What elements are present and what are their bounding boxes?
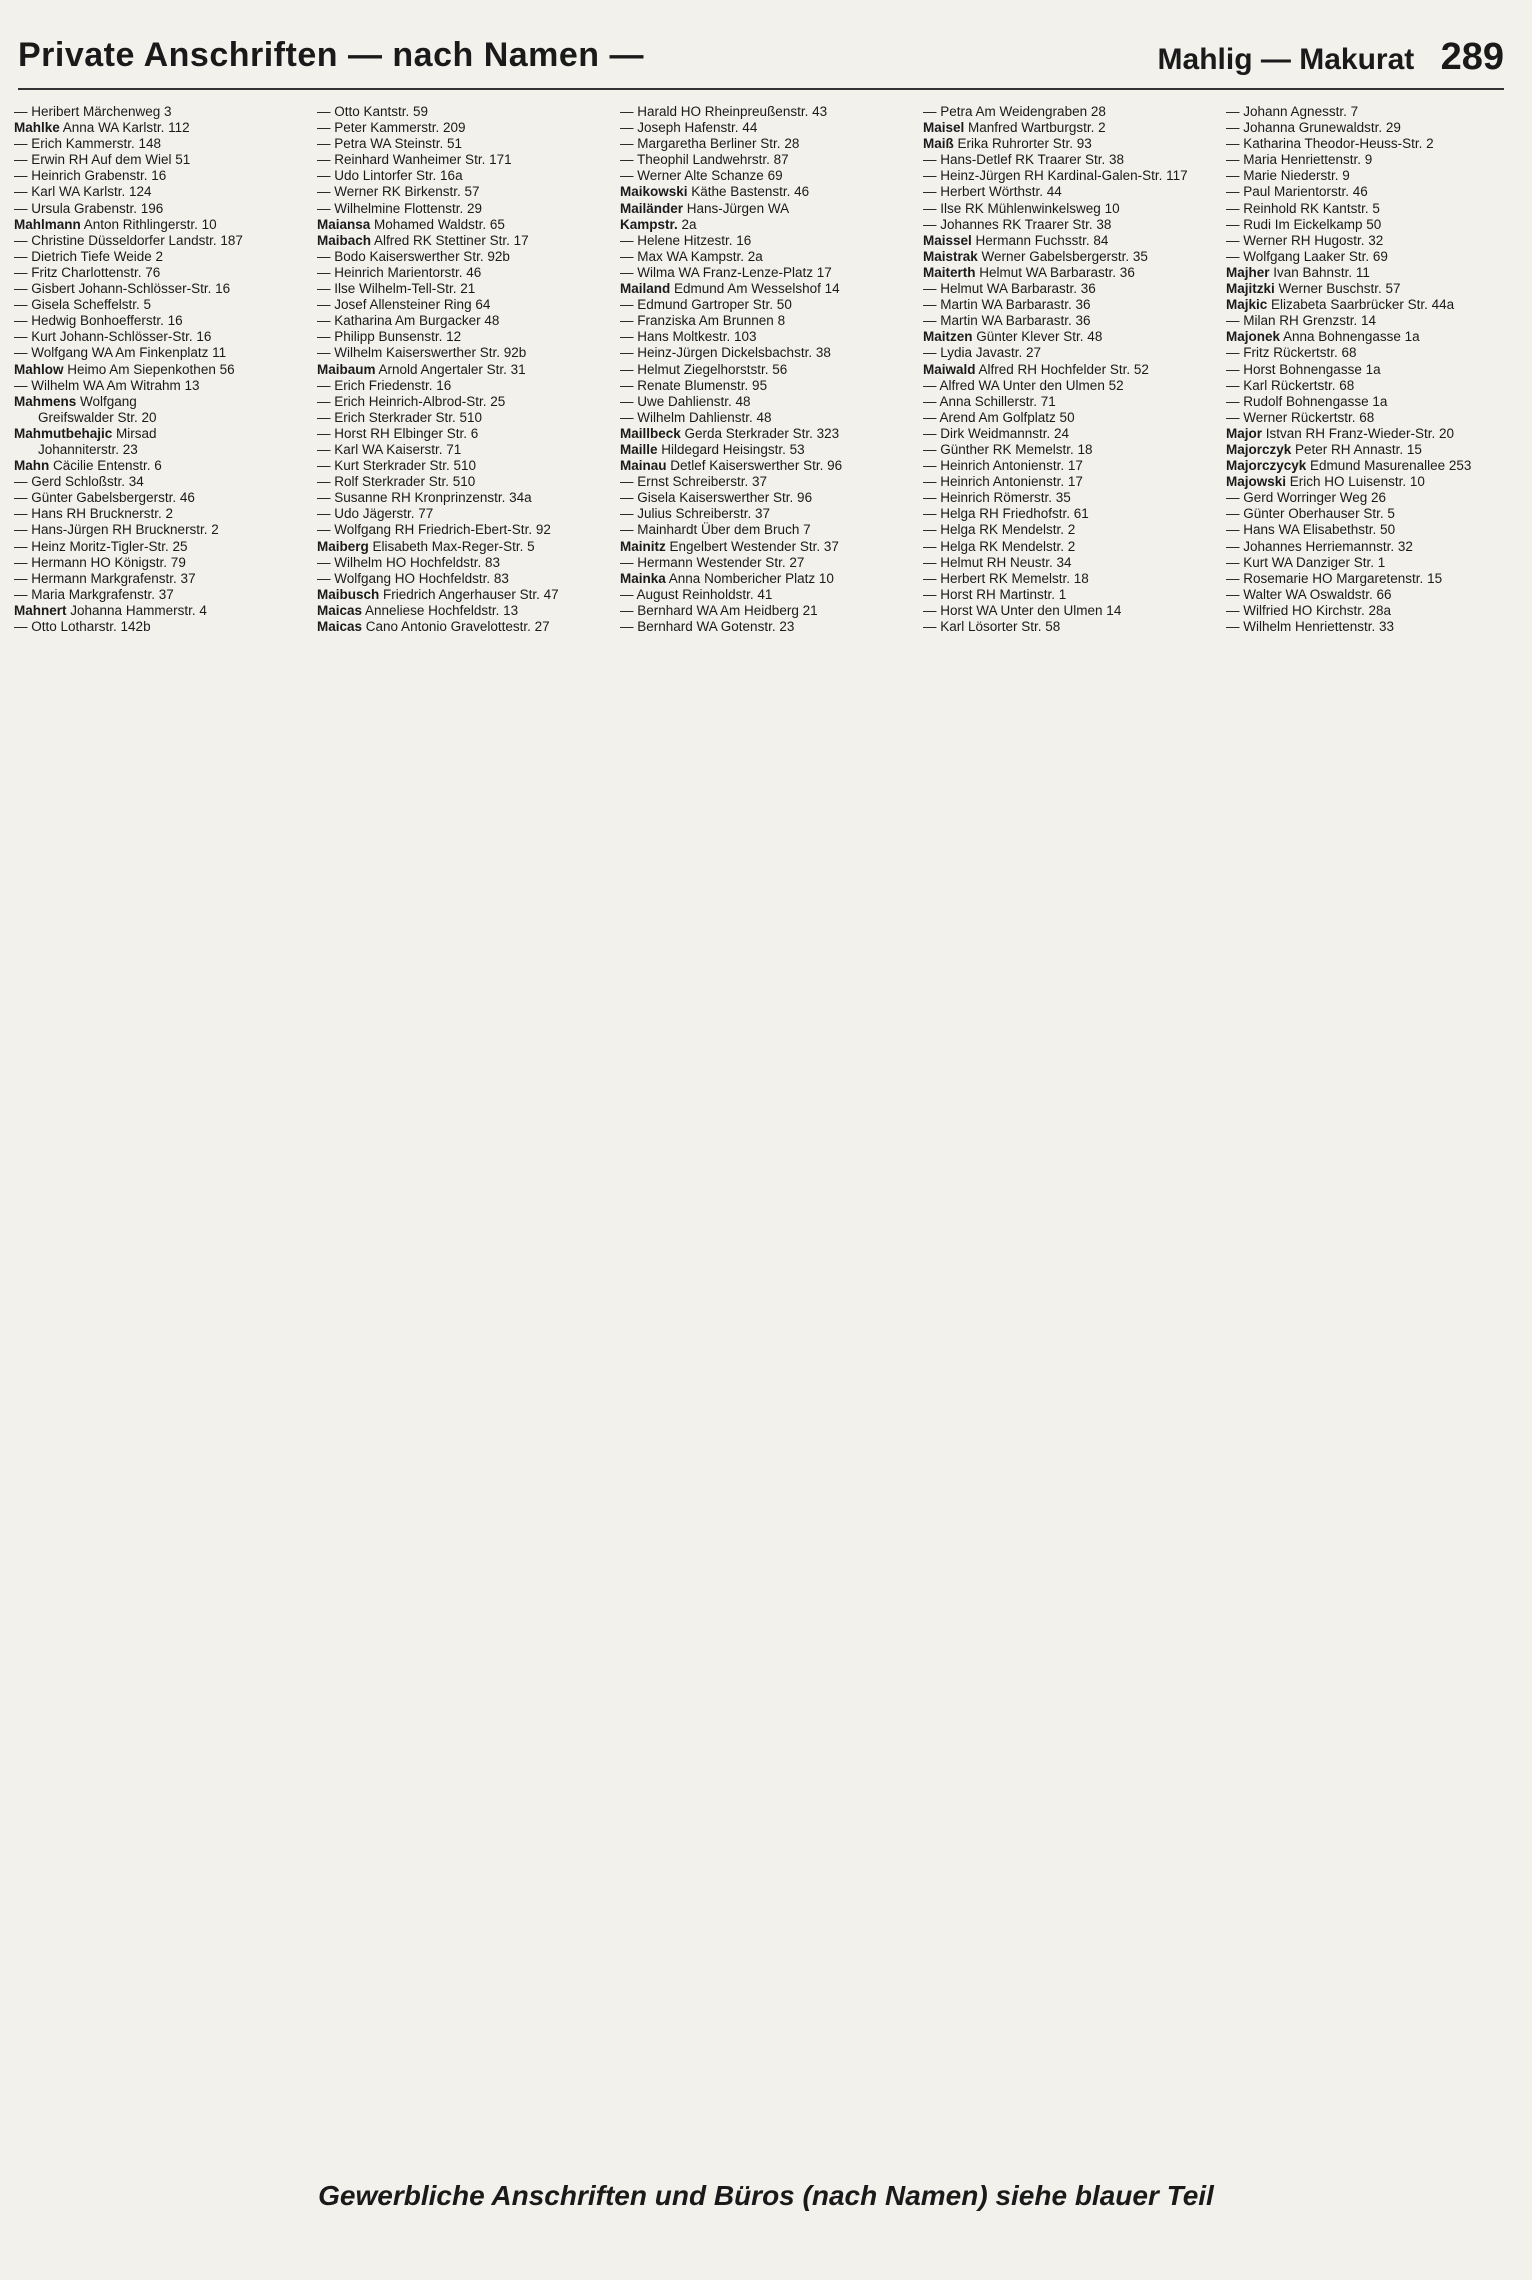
- directory-entry: — Arend Am Golfplatz 50: [923, 409, 1075, 425]
- directory-entry: — Maria Henriettenstr. 9: [1226, 152, 1373, 168]
- directory-entry: — Dirk Weidmannstr. 24: [923, 425, 1070, 441]
- directory-entry: — Erwin RH Auf dem Wiel 51: [14, 152, 191, 168]
- directory-columns: [14, 104, 1514, 2144]
- directory-entry: — Hermann Markgrafenstr. 37: [14, 570, 196, 586]
- directory-entry: — Martin WA Barbarastr. 36: [923, 297, 1091, 313]
- directory-entry: Maistrak Werner Gabelsbergerstr. 35: [923, 248, 1148, 264]
- directory-entry: — Otto Kantstr. 59: [317, 104, 429, 119]
- directory-entry: — Heinrich Marientorstr. 46: [317, 264, 482, 280]
- directory-entry: Maillbeck Gerda Sterkrader Str. 323: [620, 425, 840, 441]
- directory-entry: — Karl Rückertstr. 68: [1226, 377, 1355, 393]
- directory-entry: — Christine Düsseldorfer Landstr. 187: [14, 232, 243, 248]
- directory-entry: — Karl Lösorter Str. 58: [923, 619, 1061, 634]
- directory-entry: Mahlke Anna WA Karlstr. 112: [14, 120, 190, 136]
- directory-entry: — Dietrich Tiefe Weide 2: [14, 248, 164, 264]
- directory-entry: — Theophil Landwehrstr. 87: [620, 152, 789, 168]
- directory-entry: — Margaretha Berliner Str. 28: [620, 136, 800, 152]
- directory-entry: — Kurt Johann-Schlösser-Str. 16: [14, 329, 212, 345]
- directory-entry: — Helmut Ziegelhorststr. 56: [620, 361, 788, 377]
- directory-entry: Majitzki Werner Buschstr. 57: [1226, 281, 1401, 297]
- directory-entry: — Kurt Sterkrader Str. 510: [317, 458, 477, 474]
- directory-entry: Majorczyk Peter RH Annastr. 15: [1226, 441, 1422, 457]
- directory-entry: — Paul Marientorstr. 46: [1226, 184, 1368, 200]
- directory-entry: — Rudolf Bohnengasse 1a: [1226, 393, 1388, 409]
- directory-entry: — Ilse Wilhelm-Tell-Str. 21: [317, 281, 476, 297]
- directory-entry: Maibusch Friedrich Angerhauser Str. 47: [317, 586, 559, 602]
- directory-entry: Major Istvan RH Franz-Wieder-Str. 20: [1226, 425, 1455, 441]
- directory-entry: Maicas Cano Antonio Gravelottestr. 27: [317, 619, 550, 634]
- directory-entry: — Helga RK Mendelstr. 2: [923, 522, 1076, 538]
- directory-entry: — Gisela Scheffelstr. 5: [14, 297, 152, 313]
- directory-entry: — Günter Oberhauser Str. 5: [1226, 506, 1395, 522]
- directory-entry: — Gerd Schloßstr. 34: [14, 474, 144, 490]
- directory-entry: — Hans RH Brucknerstr. 2: [14, 506, 174, 522]
- directory-entry: — Hans Moltkestr. 103: [620, 329, 757, 345]
- directory-entry: — Rudi Im Eickelkamp 50: [1226, 216, 1382, 232]
- directory-entry: — Uwe Dahlienstr. 48: [620, 393, 751, 409]
- directory-entry: — Helmut WA Barbarastr. 36: [923, 281, 1096, 297]
- directory-entry: — Heinz Moritz-Tigler-Str. 25: [14, 538, 188, 554]
- directory-entry: Maitzen Günter Klever Str. 48: [923, 329, 1103, 345]
- section-title: Private Anschriften — nach Namen —: [18, 36, 645, 74]
- directory-entry: — Fritz Rückertstr. 68: [1226, 345, 1357, 361]
- header-rule: [18, 88, 1504, 90]
- directory-entry: Maicas Anneliese Hochfeldstr. 13: [317, 602, 519, 618]
- directory-entry: — Wilma WA Franz-Lenze-Platz 17: [620, 264, 832, 280]
- directory-entry: — Günther RK Memelstr. 18: [923, 441, 1093, 457]
- directory-entry: — Heinz-Jürgen RH Kardinal-Galen-Str. 117: [923, 168, 1188, 184]
- directory-entry: Majonek Anna Bohnengasse 1a: [1226, 329, 1420, 345]
- directory-entry: Maille Hildegard Heisingstr. 53: [620, 441, 805, 457]
- directory-entry: — Rosemarie HO Margaretenstr. 15: [1226, 570, 1443, 586]
- directory-entry: — Josef Allensteiner Ring 64: [317, 297, 491, 313]
- directory-entry: Maiterth Helmut WA Barbarastr. 36: [923, 264, 1135, 280]
- directory-entry: — Edmund Gartroper Str. 50: [620, 297, 792, 313]
- directory-entry: — Werner RK Birkenstr. 57: [317, 184, 480, 200]
- directory-entry: — Bernhard WA Am Heidberg 21: [620, 602, 818, 618]
- directory-entry: — Heinrich Römerstr. 35: [923, 490, 1071, 506]
- directory-entry: Maikowski Käthe Bastenstr. 46: [620, 184, 810, 200]
- footer-note: Gewerbliche Anschriften und Büros (nach Namen) siehe blauer Teil: [318, 2180, 1214, 2211]
- directory-entry: — Wolfgang HO Hochfeldstr. 83: [317, 570, 509, 586]
- directory-entry: Mainau Detlef Kaiserswerther Str. 96: [620, 458, 843, 474]
- directory-entry: Maisel Manfred Wartburgstr. 2: [923, 120, 1106, 136]
- directory-entry: Mainka Anna Nombericher Platz 10: [620, 570, 834, 586]
- column-1: [14, 104, 304, 635]
- directory-entry: — Bernhard WA Gotenstr. 23: [620, 619, 795, 634]
- directory-entry: — Erich Sterkrader Str. 510: [317, 409, 483, 425]
- directory-entry: — Anna Schillerstr. 71: [923, 393, 1056, 409]
- directory-entry: Mahmutbehajic Mirsad: [14, 425, 157, 441]
- directory-entry: — Günter Gabelsbergerstr. 46: [14, 490, 195, 506]
- column-3: [620, 104, 910, 635]
- directory-entry: Maibaum Arnold Angertaler Str. 31: [317, 361, 526, 377]
- directory-entry: — Martin WA Barbarastr. 36: [923, 313, 1091, 329]
- directory-entry: — Johannes Herriemannstr. 32: [1226, 538, 1413, 554]
- directory-entry: — Susanne RH Kronprinzenstr. 34a: [317, 490, 532, 506]
- directory-entry: — Udo Lintorfer Str. 16a: [317, 168, 463, 184]
- directory-entry: — Wilfried HO Kirchstr. 28a: [1226, 602, 1392, 618]
- directory-entry: Majorczycyk Edmund Masurenallee 253: [1226, 458, 1472, 474]
- directory-entry: — Werner RH Hugostr. 32: [1226, 232, 1384, 248]
- directory-entry: — Horst RH Martinstr. 1: [923, 586, 1067, 602]
- directory-entry: Mahlow Heimo Am Siepenkothen 56: [14, 361, 235, 377]
- directory-entry: — Heinrich Antonienstr. 17: [923, 474, 1083, 490]
- directory-entry: — Helga RH Friedhofstr. 61: [923, 506, 1089, 522]
- name-range: [1158, 36, 1504, 79]
- directory-entry: — Ilse RK Mühlenwinkelsweg 10: [923, 200, 1120, 216]
- directory-entry: Mailand Edmund Am Wesselshof 14: [620, 281, 840, 297]
- directory-entry: — Udo Jägerstr. 77: [317, 506, 434, 522]
- directory-entry: — Bodo Kaiserswerther Str. 92b: [317, 248, 510, 264]
- directory-entry: — Hermann HO Königstr. 79: [14, 554, 186, 570]
- directory-entry: — Petra Am Weidengraben 28: [923, 104, 1106, 119]
- directory-entry: Mahn Cäcilie Entenstr. 6: [14, 458, 162, 474]
- directory-entry: — Horst WA Unter den Ulmen 14: [923, 602, 1122, 618]
- directory-entry: — Johanna Grunewaldstr. 29: [1226, 120, 1401, 136]
- directory-entry: — Gerd Worringer Weg 26: [1226, 490, 1387, 506]
- directory-entry: — Milan RH Grenzstr. 14: [1226, 313, 1377, 329]
- directory-entry: — Heribert Märchenweg 3: [14, 104, 172, 119]
- directory-entry: — Katharina Am Burgacker 48: [317, 313, 500, 329]
- directory-entry: — Heinz-Jürgen Dickelsbachstr. 38: [620, 345, 831, 361]
- directory-entry: — Rolf Sterkrader Str. 510: [317, 474, 476, 490]
- directory-entry: — Erich Heinrich-Albrod-Str. 25: [317, 393, 506, 409]
- directory-entry: — Heinrich Antonienstr. 17: [923, 458, 1083, 474]
- directory-entry: Majowski Erich HO Luisenstr. 10: [1226, 474, 1425, 490]
- directory-entry: — Otto Lotharstr. 142b: [14, 619, 151, 634]
- directory-entry: — Werner Rückertstr. 68: [1226, 409, 1375, 425]
- directory-entry: — Reinhold RK Kantstr. 5: [1226, 200, 1380, 216]
- directory-entry: — Johann Agnesstr. 7: [1226, 104, 1359, 119]
- directory-entry: — Walter WA Oswaldstr. 66: [1226, 586, 1392, 602]
- directory-entry: — Joseph Hafenstr. 44: [620, 120, 758, 136]
- directory-entry: — Franziska Am Brunnen 8: [620, 313, 786, 329]
- directory-entry: — Wolfgang Laaker Str. 69: [1226, 248, 1388, 264]
- directory-entry: Kampstr. 2a: [620, 216, 697, 232]
- directory-entry: — Herbert Wörthstr. 44: [923, 184, 1062, 200]
- directory-entry: — Werner Alte Schanze 69: [620, 168, 783, 184]
- directory-entry: — Renate Blumenstr. 95: [620, 377, 768, 393]
- directory-entry: Maiberg Elisabeth Max-Reger-Str. 5: [317, 538, 535, 554]
- directory-entry: — Erich Friedenstr. 16: [317, 377, 452, 393]
- directory-entry: Maibach Alfred RK Stettiner Str. 17: [317, 232, 529, 248]
- directory-entry: — Mainhardt Über dem Bruch 7: [620, 522, 811, 538]
- directory-entry: — Wilhelm Henriettenstr. 33: [1226, 619, 1395, 634]
- directory-entry: — August Reinholdstr. 41: [620, 586, 773, 602]
- directory-entry: — Wilhelmine Flottenstr. 29: [317, 200, 483, 216]
- directory-entry: Maissel Hermann Fuchsstr. 84: [923, 232, 1109, 248]
- directory-entry: — Heinrich Grabenstr. 16: [14, 168, 167, 184]
- directory-entry: — Wilhelm HO Hochfeldstr. 83: [317, 554, 501, 570]
- directory-entry: — Gisbert Johann-Schlösser-Str. 16: [14, 281, 231, 297]
- directory-entry: — Hans-Jürgen RH Brucknerstr. 2: [14, 522, 219, 538]
- directory-entry: — Maria Markgrafenstr. 37: [14, 586, 174, 602]
- directory-entry: — Horst Bohnengasse 1a: [1226, 361, 1381, 377]
- directory-entry: — Alfred WA Unter den Ulmen 52: [923, 377, 1124, 393]
- directory-entry: — Helene Hitzestr. 16: [620, 232, 752, 248]
- page-header: [18, 28, 1504, 88]
- directory-entry: — Philipp Bunsenstr. 12: [317, 329, 462, 345]
- directory-entry: — Petra WA Steinstr. 51: [317, 136, 463, 152]
- directory-entry: Maiwald Alfred RH Hochfelder Str. 52: [923, 361, 1149, 377]
- directory-entry: Mailänder Hans-Jürgen WA: [620, 200, 790, 216]
- directory-entry: Majkic Elizabeta Saarbrücker Str. 44a: [1226, 297, 1455, 313]
- directory-entry: — Wilhelm WA Am Witrahm 13: [14, 377, 200, 393]
- directory-entry: — Karl WA Karlstr. 124: [14, 184, 152, 200]
- directory-entry: Mahmens Wolfgang: [14, 393, 137, 409]
- directory-entry: — Ernst Schreiberstr. 37: [620, 474, 768, 490]
- directory-entry: — Marie Niederstr. 9: [1226, 168, 1350, 184]
- directory-entry: — Julius Schreiberstr. 37: [620, 506, 771, 522]
- directory-entry: Greifswalder Str. 20: [38, 409, 157, 425]
- directory-entry: Maiansa Mohamed Waldstr. 65: [317, 216, 505, 232]
- name-range-label: Mahlig — Makurat: [1157, 43, 1415, 76]
- directory-entry: Maiß Erika Ruhrorter Str. 93: [923, 136, 1092, 152]
- directory-entry: Johanniterstr. 23: [38, 441, 138, 457]
- directory-entry: — Lydia Javastr. 27: [923, 345, 1042, 361]
- directory-entry: — Wilhelm Kaiserswerther Str. 92b: [317, 345, 527, 361]
- directory-entry: — Wolfgang RH Friedrich-Ebert-Str. 92: [317, 522, 551, 538]
- directory-entry: — Helmut RH Neustr. 34: [923, 554, 1072, 570]
- directory-entry: — Hans WA Elisabethstr. 50: [1226, 522, 1396, 538]
- column-2: [317, 104, 607, 635]
- directory-entry: — Max WA Kampstr. 2a: [620, 248, 763, 264]
- directory-entry: — Ursula Grabenstr. 196: [14, 200, 164, 216]
- column-5: [1226, 104, 1516, 635]
- directory-entry: — Horst RH Elbinger Str. 6: [317, 425, 479, 441]
- directory-entry: — Wolfgang WA Am Finkenplatz 11: [14, 345, 227, 361]
- directory-entry: — Johannes RK Traarer Str. 38: [923, 216, 1112, 232]
- column-4: [923, 104, 1213, 635]
- directory-entry: — Kurt WA Danziger Str. 1: [1226, 554, 1386, 570]
- directory-entry: — Reinhard Wanheimer Str. 171: [317, 152, 512, 168]
- directory-entry: — Hans-Detlef RK Traarer Str. 38: [923, 152, 1125, 168]
- directory-entry: — Hedwig Bonhoefferstr. 16: [14, 313, 183, 329]
- page-number: 289: [1440, 36, 1504, 78]
- directory-entry: — Helga RK Mendelstr. 2: [923, 538, 1076, 554]
- directory-entry: — Herbert RK Memelstr. 18: [923, 570, 1089, 586]
- directory-entry: — Erich Kammerstr. 148: [14, 136, 162, 152]
- directory-entry: — Wilhelm Dahlienstr. 48: [620, 409, 772, 425]
- directory-entry: — Gisela Kaiserswerther Str. 96: [620, 490, 813, 506]
- directory-entry: — Karl WA Kaiserstr. 71: [317, 441, 462, 457]
- directory-entry: Mahlmann Anton Rithlingerstr. 10: [14, 216, 217, 232]
- directory-entry: Mahnert Johanna Hammerstr. 4: [14, 602, 207, 618]
- directory-entry: — Harald HO Rheinpreußenstr. 43: [620, 104, 828, 119]
- directory-entry: — Katharina Theodor-Heuss-Str. 2: [1226, 136, 1434, 152]
- directory-entry: — Hermann Westender Str. 27: [620, 554, 805, 570]
- directory-entry: Mainitz Engelbert Westender Str. 37: [620, 538, 839, 554]
- directory-entry: — Peter Kammerstr. 209: [317, 120, 466, 136]
- directory-entry: Majher Ivan Bahnstr. 11: [1226, 264, 1370, 280]
- directory-entry: — Fritz Charlottenstr. 76: [14, 264, 161, 280]
